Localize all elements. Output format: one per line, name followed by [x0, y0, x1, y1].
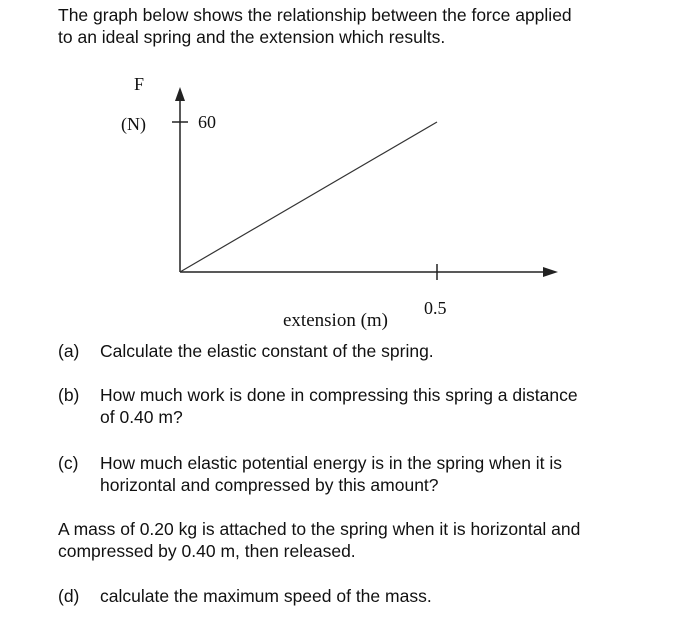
question-a-label: (a) — [58, 341, 80, 361]
data-line — [180, 122, 437, 272]
y-axis-label-f: F — [134, 74, 145, 94]
x-axis-arrow-icon — [543, 267, 558, 277]
y-axis-label-units: (N) — [121, 114, 146, 134]
question-b-line-1: How much work is done in compressing this spring a distance — [100, 385, 578, 405]
question-a-line-1: Calculate the elastic constant of the spring. — [100, 341, 434, 361]
x-axis-label: extension (m) — [283, 310, 389, 331]
question-d-line-1: calculate the maximum speed of the mass. — [100, 586, 432, 606]
question-c-label: (c) — [58, 453, 79, 473]
y-axis-arrow-icon — [175, 87, 185, 101]
mass-paragraph-line-2: compressed by 0.40 m, then released. — [58, 541, 356, 561]
question-c-line-1: How much elastic potential energy is in the spring when it is — [100, 453, 563, 473]
intro-line-1: The graph below shows the relationship between the force applied — [58, 5, 572, 25]
question-c-line-2: horizontal and compressed by this amount? — [100, 475, 439, 495]
y-tick-label: 60 — [198, 112, 216, 132]
question-d-label: (d) — [58, 586, 80, 606]
question-b-label: (b) — [58, 385, 80, 405]
mass-paragraph-line-1: A mass of 0.20 kg is attached to the spring when it is horizontal and — [58, 519, 581, 539]
intro-line-2: to an ideal spring and the extension which results. — [58, 27, 446, 47]
mass-paragraph — [58, 518, 580, 562]
question-b-line-2: of 0.40 m? — [100, 407, 183, 427]
x-tick-label: 0.5 — [424, 298, 447, 318]
